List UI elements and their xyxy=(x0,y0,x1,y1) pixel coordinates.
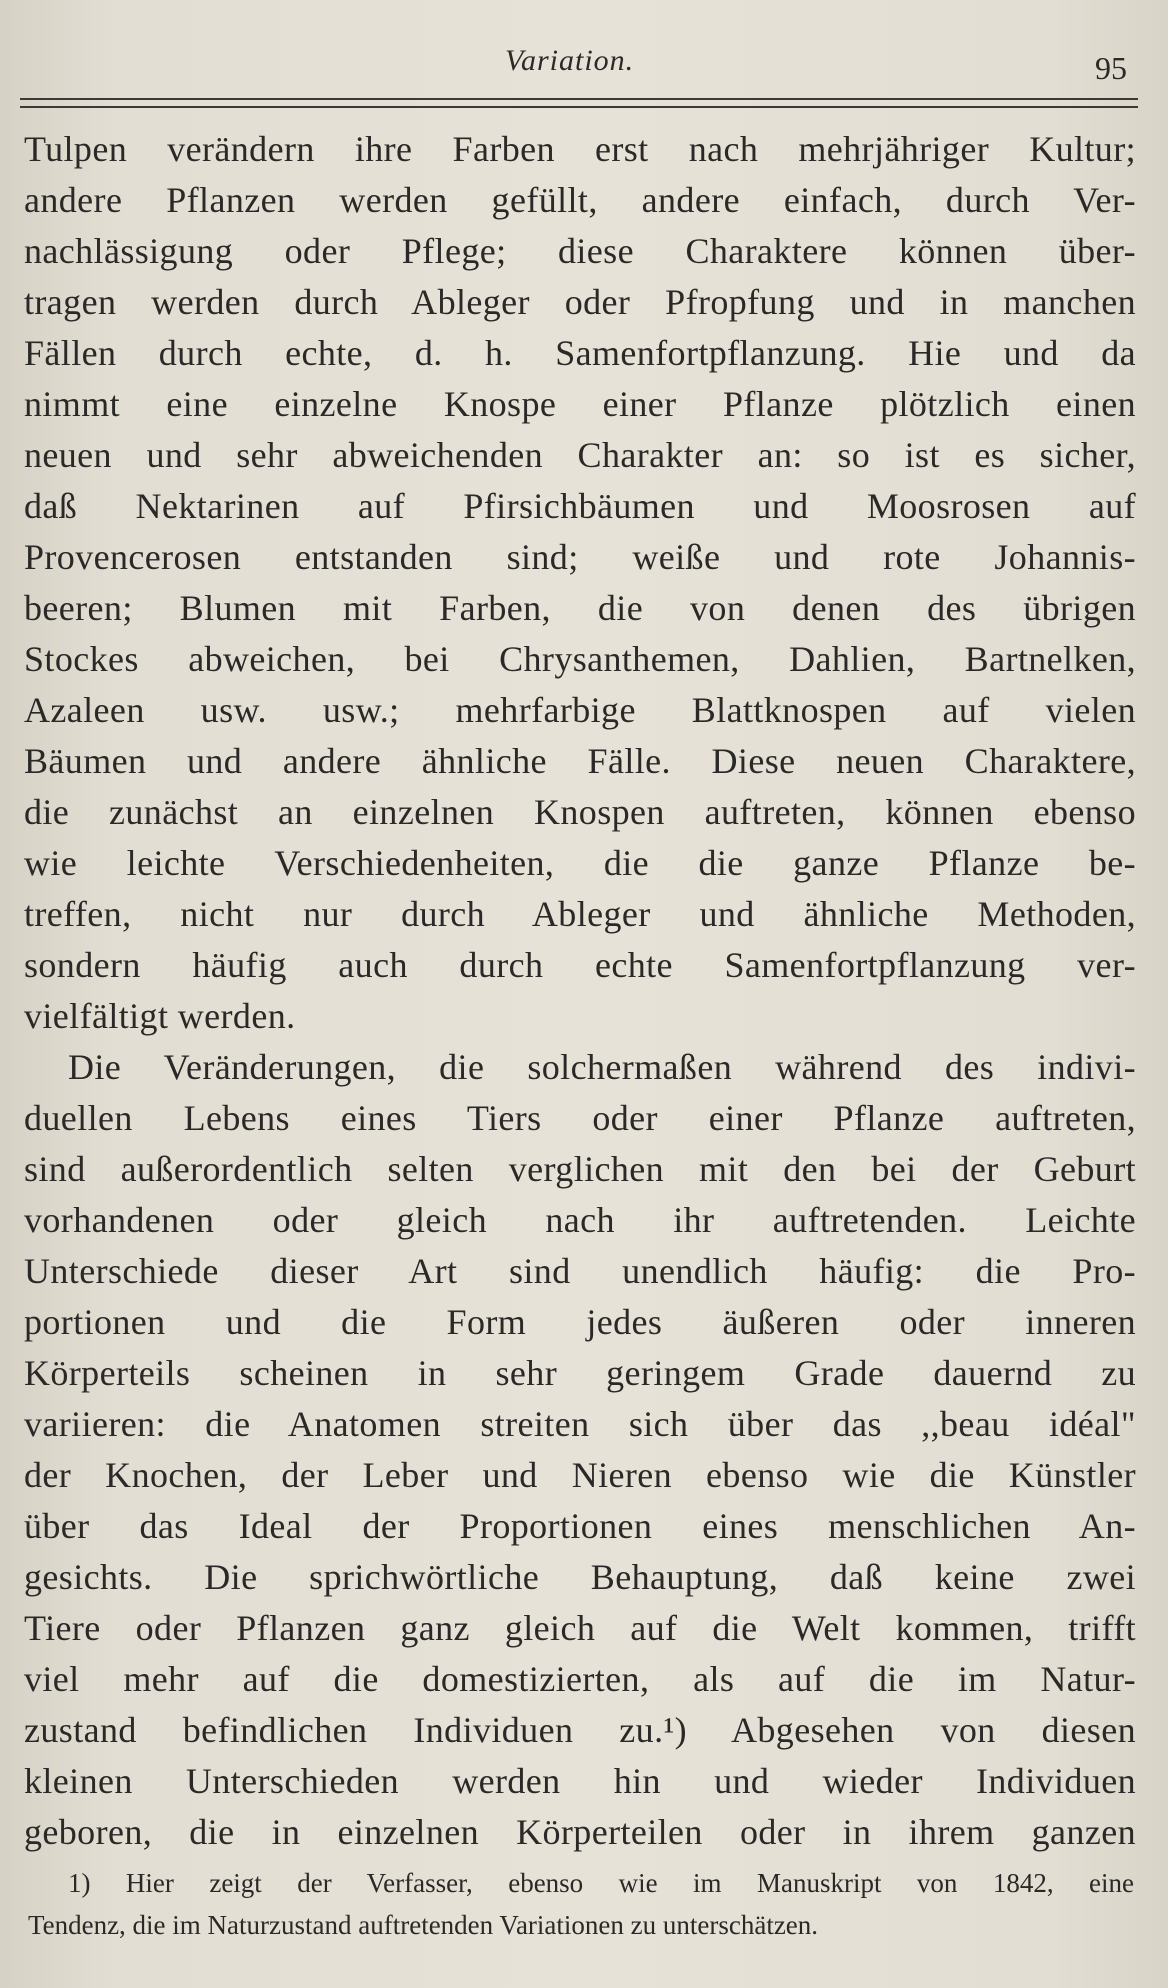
text-line: sind außerordentlich selten verglichen mit den bei der Geburt xyxy=(24,1149,1136,1189)
text-line: duellen Lebens eines Tiers oder einer Pflanze auftreten, xyxy=(24,1098,1136,1138)
text-line: der Knochen, der Leber und Nieren ebenso wie die Künstler xyxy=(24,1455,1136,1495)
text-line: Bäumen und andere ähnliche Fälle. Diese neuen Charaktere, xyxy=(24,741,1136,781)
section-title: Variation. xyxy=(505,44,635,77)
text-line: nimmt eine einzelne Knospe einer Pflanze plötzlich einen xyxy=(24,384,1136,424)
text-line: portionen und die Form jedes äußeren oder inneren xyxy=(24,1302,1136,1342)
text-line: treffen, nicht nur durch Ableger und ähnliche Methoden, xyxy=(24,894,1136,934)
text-line: vorhandenen oder gleich nach ihr auftretenden. Leichte xyxy=(24,1200,1136,1240)
text-line: Tiere oder Pflanzen ganz gleich auf die Welt kommen, trifft xyxy=(24,1608,1136,1648)
text-line: sondern häufig auch durch echte Samenfortpflanzung ver- xyxy=(24,945,1136,985)
text-line: Tulpen verändern ihre Farben erst nach mehrjähriger Kultur; xyxy=(24,129,1136,169)
footnote-line: Tendenz, die im Naturzustand auftretenden Variationen zu unterschätzen. xyxy=(28,1910,819,1940)
text-line: Unterschiede dieser Art sind unendlich häufig: die Pro- xyxy=(24,1251,1136,1291)
text-line: Körperteils scheinen in sehr geringem Grade dauernd zu xyxy=(24,1353,1136,1393)
text-line: andere Pflanzen werden gefüllt, andere einfach, durch Ver- xyxy=(24,180,1136,220)
text-line: geboren, die in einzelnen Körperteilen oder in ihrem ganzen xyxy=(24,1812,1136,1852)
text-line: Provencerosen entstanden sind; weiße und rote Johannis- xyxy=(24,537,1136,577)
text-line: gesichts. Die sprichwörtliche Behauptung, daß keine zwei xyxy=(24,1557,1136,1597)
text-line: Azaleen usw. usw.; mehrfarbige Blattknospen auf vielen xyxy=(24,690,1136,730)
running-head xyxy=(0,38,1168,88)
text-line: variieren: die Anatomen streiten sich über das ,,beau idéal" xyxy=(24,1404,1136,1444)
footnote-line: 1) Hier zeigt der Verfasser, ebenso wie im Manuskript von 1842, eine xyxy=(68,1868,1134,1898)
body-text xyxy=(24,124,1136,1858)
text-line: Stockes abweichen, bei Chrysanthemen, Dahlien, Bartnelken, xyxy=(24,639,1136,679)
text-line: kleinen Unterschieden werden hin und wieder Individuen xyxy=(24,1761,1136,1801)
text-line: zustand befindlichen Individuen zu.¹) Abgesehen von diesen xyxy=(24,1710,1136,1750)
footnotes xyxy=(28,1862,1134,1946)
text-line: tragen werden durch Ableger oder Pfropfung und in manchen xyxy=(24,282,1136,322)
page-number: 95 xyxy=(1095,50,1127,86)
text-line: daß Nektarinen auf Pfirsichbäumen und Moosrosen auf xyxy=(24,486,1136,526)
header-double-rule xyxy=(20,98,1138,108)
text-line: Fällen durch echte, d. h. Samenfortpflanzung. Hie und da xyxy=(24,333,1136,373)
text-line: beeren; Blumen mit Farben, die von denen des übrigen xyxy=(24,588,1136,628)
text-line: wie leichte Verschiedenheiten, die die ganze Pflanze be- xyxy=(24,843,1136,883)
paragraph-start-line: Die Veränderungen, die solchermaßen während des indivi- xyxy=(68,1047,1136,1087)
text-line: neuen und sehr abweichenden Charakter an: so ist es sicher, xyxy=(24,435,1136,475)
text-line: die zunächst an einzelnen Knospen auftreten, können ebenso xyxy=(24,792,1136,832)
paragraph-end-line: vielfältigt werden. xyxy=(24,996,296,1036)
text-line: über das Ideal der Proportionen eines menschlichen An- xyxy=(24,1506,1136,1546)
text-line: nachlässigung oder Pflege; diese Charaktere können über- xyxy=(24,231,1136,271)
text-line: viel mehr auf die domestizierten, als auf die im Natur- xyxy=(24,1659,1136,1699)
